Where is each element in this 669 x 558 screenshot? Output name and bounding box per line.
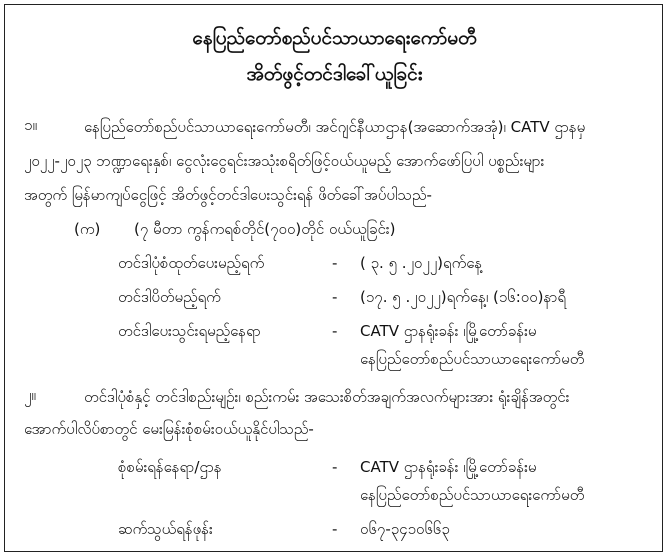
schedule-value-submit-place: CATV ဌာနရုံးခန်း ၊မြို့တော်ခန်းမ (360, 322, 537, 340)
schedule-dash: - (332, 288, 338, 306)
para2-number: ၂။ (24, 386, 36, 404)
contact-value-inquiry-org: နေပြည်တော်စည်ပင်သာယာရေးကော်မတီ (360, 486, 585, 504)
notice-title-org: နေပြည်တော်စည်ပင်သာယာရေးကော်မတီ (192, 27, 477, 49)
schedule-dash: - (332, 322, 338, 340)
contact-value-phone: ၀၆၇-၃၄၁၀၆၆၃ (360, 520, 450, 538)
item-text: (၇ မီတာ ကွန်ကရစ်တိုင်(၇၀၀)တိုင် ဝယ်ယူခြင်း) (134, 220, 396, 238)
schedule-value-submit-place-org: နေပြည်တော်စည်ပင်သာယာရေးကော်မတီ (360, 350, 585, 368)
para1-line2: ၂၀၂၂-၂၀၂၃ ဘဏ္ဍာရေးနှစ်၊ ငွေလုံးငွေရင်းအသုံးစရိတ်ဖြင့်ဝယ်ယူမည့် အောက်ဖော်ပြပါ ပစ္စည်းများ (24, 152, 545, 170)
schedule-dash: - (332, 254, 338, 272)
notice-title-subject: အိတ်ဖွင့်တင်ဒါခေါ်ယူခြင်း (246, 63, 423, 85)
para2-line1: တင်ဒါပုံစံနှင့် တင်ဒါစည်းမျဉ်း၊ စည်းကမ်း အသေးစိတ်အချက်အလက်များအား ရုံးချိန်အတွင်း (84, 388, 570, 406)
schedule-label-submit-place: တင်ဒါပေးသွင်းရမည့်နေရာ (118, 322, 261, 340)
contact-dash: - (332, 458, 338, 476)
contact-label-inquiry-place: စုံစမ်းရန်နေရာ/ဌာန (118, 458, 222, 476)
schedule-value-close-date: (၁၇. ၅ .၂၀၂၂)ရက်နေ့၊ (၁၆:၀၀)နာရီ (360, 288, 567, 306)
schedule-value-issue-date: ( ၃. ၅ .၂၀၂၂)ရက်နေ့ (360, 254, 483, 272)
contact-label-phone: ဆက်သွယ်ရန်ဖုန်း (118, 520, 213, 538)
para1-line1: နေပြည်တော်စည်ပင်သာယာရေးကော်မတီ၊ အင်ဂျင်နီယာဌာန(အဆောက်အအုံ)၊ CATV ဌာနမှ (84, 118, 586, 136)
para1-number: ၁။ (24, 116, 37, 134)
schedule-label-close-date: တင်ဒါပိတ်မည့်ရက် (118, 288, 221, 306)
item-marker: (က) (74, 220, 101, 238)
contact-dash: - (332, 520, 338, 538)
para2-line2: အောက်ပါလိပ်စာတွင် မေးမြန်းစုံစမ်းဝယ်ယူနိုင်ပါသည်- (24, 420, 314, 438)
contact-value-inquiry-place: CATV ဌာနရုံးခန်း ၊မြို့တော်ခန်းမ (360, 458, 537, 476)
schedule-label-issue-date: တင်ဒါပုံစံထုတ်ပေးမည့်ရက် (118, 254, 265, 272)
para1-line3: အတွက် မြန်မာကျပ်ငွေဖြင့် အိတ်ဖွင့်တင်ဒါပေးသွင်းရန် ဖိတ်ခေါ်အပ်ပါသည်- (24, 186, 432, 204)
